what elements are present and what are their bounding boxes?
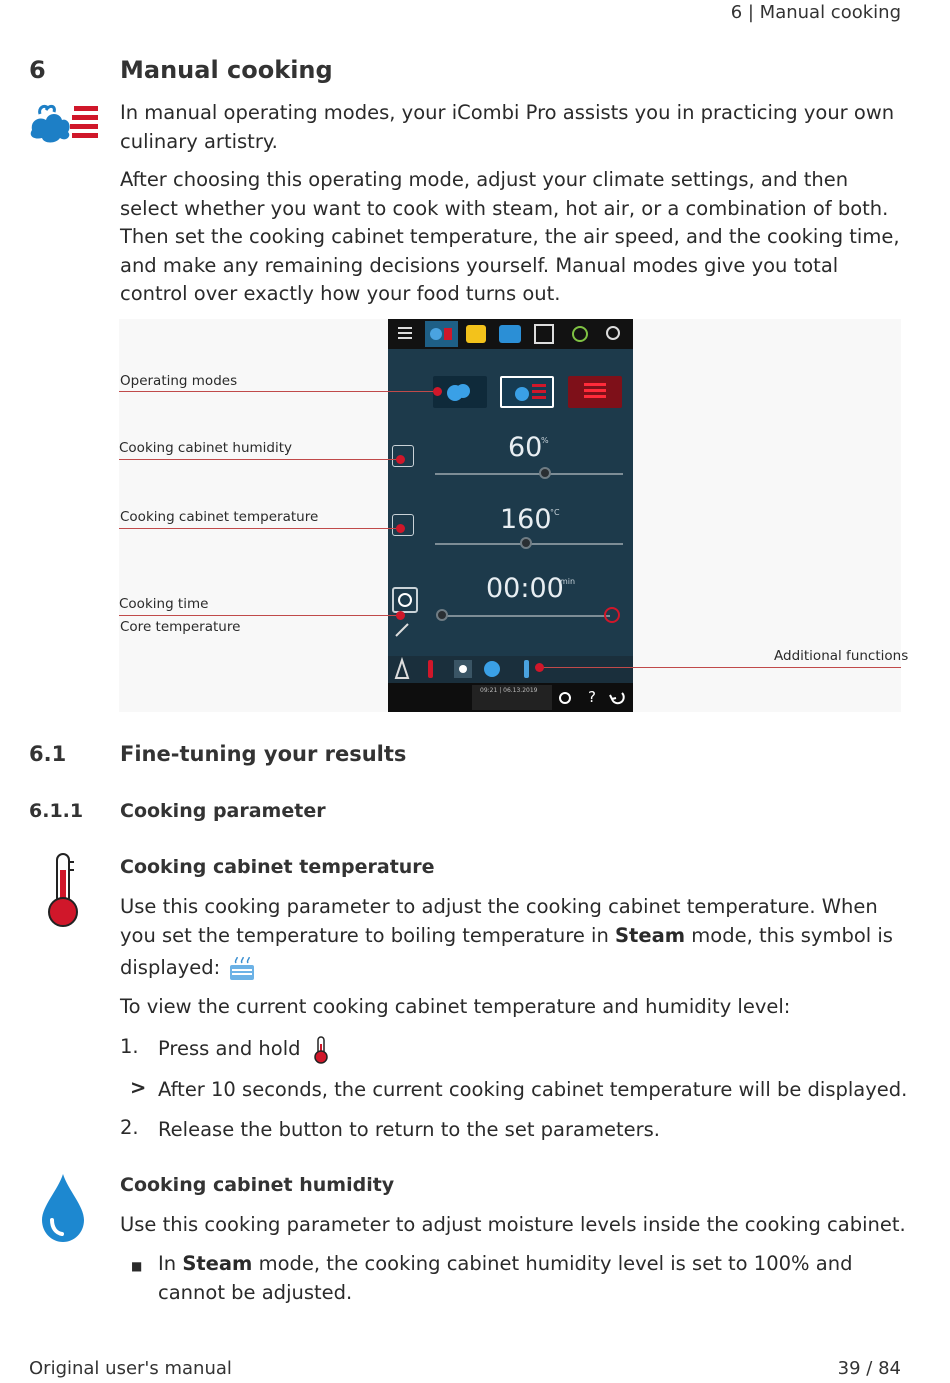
displayed-label: displayed:	[120, 956, 221, 979]
core-temperature-end-marker[interactable]	[604, 607, 620, 623]
humidity-slider[interactable]	[435, 473, 623, 475]
temperature-text-2: mode, this symbol is	[685, 923, 893, 947]
boiling-steam-symbol-icon	[229, 957, 255, 981]
temperature-heading: Cooking cabinet temperature	[120, 856, 435, 878]
callout-temperature: Cooking cabinet temperature	[120, 509, 319, 525]
callout-line-additional-functions	[540, 667, 901, 668]
device-screenshot-figure	[119, 319, 909, 712]
callout-line-humidity	[119, 459, 401, 460]
hot-air-mode-button[interactable]	[568, 376, 622, 408]
footer-document-title: Original user's manual	[29, 1358, 232, 1379]
temperature-unit: °C	[550, 508, 560, 517]
callout-dot-cooking-time	[396, 611, 405, 620]
callout-line-temperature	[119, 528, 401, 529]
callout-dot-humidity	[396, 455, 405, 464]
step-1-text: Press and hold	[158, 1037, 301, 1060]
cooking-time-icon[interactable]	[392, 587, 418, 613]
step-2-text: Release the button to return to the set parameters.	[158, 1118, 660, 1141]
section-number: 6	[29, 56, 46, 84]
steam-bold-2: Steam	[182, 1252, 253, 1275]
displayed-line	[120, 954, 910, 983]
device-status-line: 09:21 | 06.13.2019	[480, 687, 538, 694]
bullet-steam-humidity	[158, 1250, 908, 1307]
bullet-text-2: mode, the cooking cabinet humidity level is set to 100% and cannot be adjusted.	[158, 1252, 853, 1304]
section-title: Manual cooking	[120, 56, 333, 84]
temperature-button-icon	[313, 1036, 329, 1064]
humidity-unit: %	[541, 436, 549, 445]
steam-bold-1: Steam	[615, 923, 686, 947]
callout-core-temperature: Core temperature	[120, 619, 241, 635]
subsection-title: Fine-tuning your results	[120, 742, 407, 766]
step-1	[158, 1035, 908, 1064]
temperature-text-1: Use this cooking parameter to adjust the cooking cabinet temperature. When you set the temperature to boiling temperature in	[120, 895, 878, 947]
device-footer	[388, 683, 633, 712]
bullet-text-1: In	[158, 1252, 183, 1275]
thermometer-icon	[44, 852, 84, 932]
intro-paragraph: In manual operating modes, your iCombi Pro assists you in practicing your own culinary artistry.	[120, 101, 895, 153]
settings-icon[interactable]	[556, 689, 574, 707]
combi-mode-button[interactable]	[500, 376, 554, 408]
humidity-value: 60	[508, 432, 543, 463]
callout-humidity: Cooking cabinet humidity	[119, 440, 293, 456]
callout-additional-functions: Additional functions	[774, 648, 909, 664]
subsection-number: 6.1	[29, 742, 67, 766]
callout-operating-modes: Operating modes	[120, 373, 238, 389]
device-top-bar	[388, 319, 633, 349]
bullet-marker: ■	[131, 1259, 143, 1273]
step-2-number: 2.	[120, 1116, 139, 1139]
humidity-heading: Cooking cabinet humidity	[120, 1174, 395, 1196]
page-number: 39 / 84	[837, 1358, 901, 1379]
humidity-slider-knob[interactable]	[539, 467, 551, 479]
temperature-paragraph	[120, 893, 910, 950]
callout-dot-additional-functions	[535, 663, 544, 672]
callout-line-operating-modes	[119, 391, 438, 392]
view-temperature-intro: To view the current cooking cabinet temperature and humidity level:	[120, 995, 791, 1018]
result-text: After 10 seconds, the current cooking cabinet temperature will be displayed.	[158, 1078, 908, 1101]
cooking-time-unit: min	[560, 577, 576, 586]
core-probe-icon[interactable]	[394, 620, 412, 638]
callout-cooking-time: Cooking time	[119, 596, 209, 612]
device-screen	[388, 319, 633, 712]
subsubsection-number: 6.1.1	[29, 800, 84, 822]
cooking-time-value: 00:00	[486, 573, 564, 604]
callout-dot-temperature	[396, 524, 405, 533]
callout-line-cooking-time	[119, 615, 401, 616]
humidity-paragraph: Use this cooking parameter to adjust moisture levels inside the cooking cabinet.	[120, 1213, 906, 1236]
temperature-value: 160	[500, 504, 552, 535]
combi-steam-hotair-icon	[28, 100, 100, 148]
help-button[interactable]: ?	[588, 688, 596, 706]
step-1-number: 1.	[120, 1035, 139, 1058]
temperature-slider-knob[interactable]	[520, 537, 532, 549]
water-drop-icon	[38, 1172, 88, 1248]
back-icon[interactable]	[608, 689, 626, 707]
additional-functions-bar	[388, 656, 633, 683]
callout-dot-operating-modes	[433, 387, 442, 396]
cooking-time-slider-knob[interactable]	[436, 609, 448, 621]
subsubsection-title: Cooking parameter	[120, 800, 326, 822]
running-header: 6 | Manual cooking	[730, 2, 901, 23]
result-marker: >	[130, 1076, 147, 1099]
cooking-time-slider[interactable]	[440, 615, 610, 617]
body-paragraph: After choosing this operating mode, adjust your climate settings, and then select whether you want to cook with steam, hot air, or a combination of both. Then set the cooking cabinet temperature, the air speed, and the cooking time, and make any remaining decisions yourself. Manual modes give you total control over exactly how your food turns out.	[120, 168, 900, 305]
